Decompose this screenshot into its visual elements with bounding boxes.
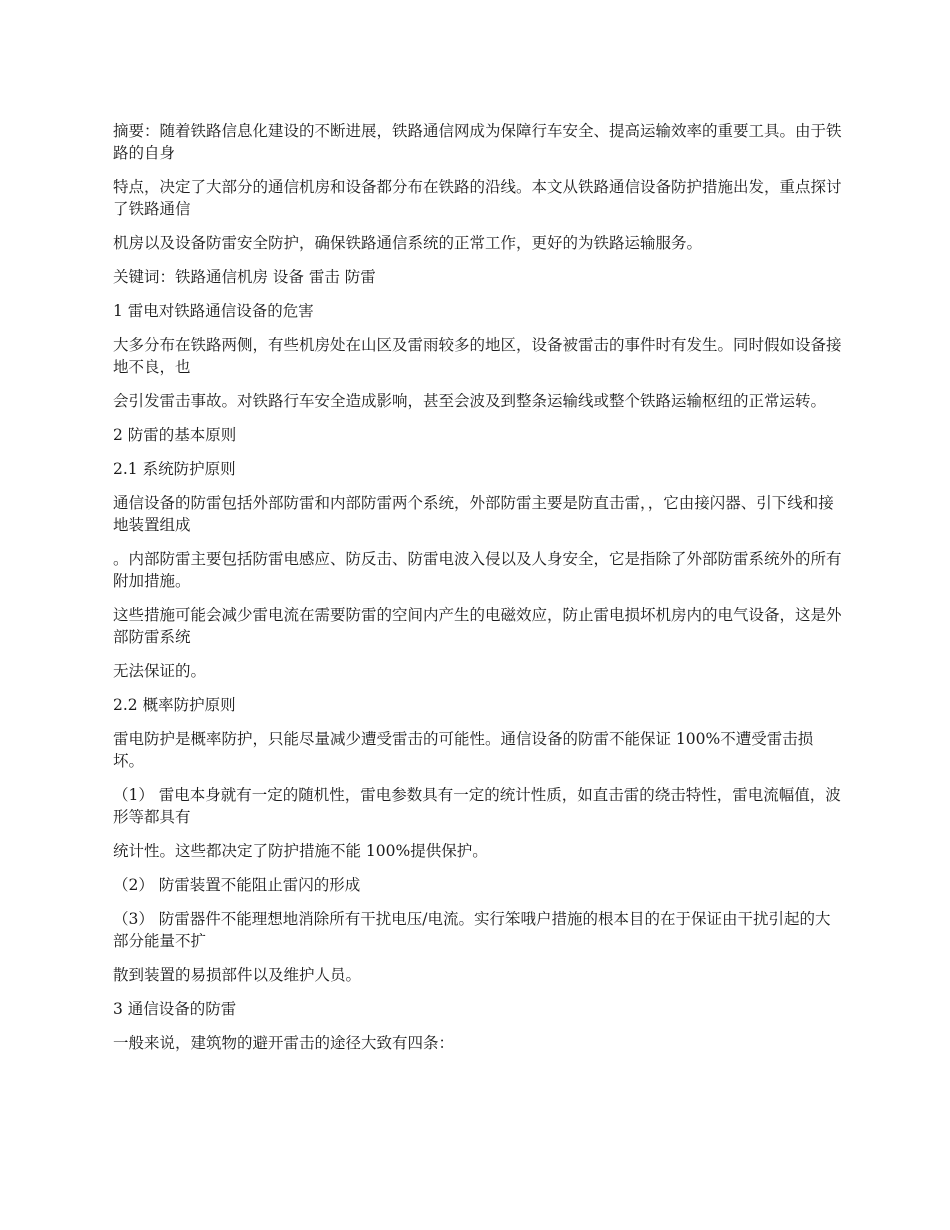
keywords-line: 关键词：铁路通信机房 设备 雷击 防雷 [113, 268, 376, 286]
section-heading: 2 防雷的基本原则 [113, 426, 237, 444]
list-item: （2） 防雷装置不能阻止雷闪的形成 [113, 876, 361, 894]
body-paragraph: 这些措施可能会减少雷电流在需要防雷的空间内产生的电磁效应，防止雷电损坏机房内的电气设备，这是外部防雷系统 [113, 606, 842, 646]
abstract-paragraph: 摘要：随着铁路信息化建设的不断进展，铁路通信网成为保障行车安全、提高运输效率的重要工具。由于铁路的自身 [113, 122, 842, 162]
body-paragraph: 统计性。这些都决定了防护措施不能 100%提供保护。 [113, 842, 488, 860]
body-paragraph: 大多分布在铁路两侧，有些机房处在山区及雷雨较多的地区，设备被雷击的事件时有发生。同时假如设备接地不良，也 [113, 336, 842, 376]
subsection-heading: 2.1 系统防护原则 [113, 460, 236, 478]
body-paragraph: 散到装置的易损部件以及维护人员。 [113, 966, 362, 984]
list-item: （1） 雷电本身就有一定的随机性，雷电参数具有一定的统计性质，如直击雷的绕击特性，雷电流幅值，波形等都具有 [113, 786, 841, 826]
subsection-heading: 2.2 概率防护原则 [113, 696, 236, 714]
body-paragraph: 一般来说，建筑物的避开雷击的途径大致有四条： [113, 1034, 455, 1052]
section-heading: 1 雷电对铁路通信设备的危害 [113, 302, 314, 320]
body-paragraph: 。内部防雷主要包括防雷电感应、防反击、防雷电波入侵以及人身安全，它是指除了外部防雷系统外的所有附加措施。 [113, 550, 842, 590]
body-paragraph: 通信设备的防雷包括外部防雷和内部防雷两个系统，外部防雷主要是防直击雷，，它由接闪器、引下线和接地装置组成 [113, 494, 834, 534]
abstract-paragraph: 机房以及设备防雷安全防护，确保铁路通信系统的正常工作，更好的为铁路运输服务。 [113, 234, 703, 252]
section-heading: 3 通信设备的防雷 [113, 1000, 237, 1018]
document-body [113, 120, 843, 1066]
list-item: （3） 防雷器件不能理想地消除所有干扰电压/电流。实行笨哦户措施的根本目的在于保证由干扰引起的大部分能量不扩 [113, 910, 831, 950]
abstract-paragraph: 特点，决定了大部分的通信机房和设备都分布在铁路的沿线。本文从铁路通信设备防护措施出发，重点探讨了铁路通信 [113, 178, 842, 218]
body-paragraph: 会引发雷击事故。对铁路行车安全造成影响，甚至会波及到整条运输线或整个铁路运输枢纽的正常运转。 [113, 392, 827, 410]
body-paragraph: 雷电防护是概率防护，只能尽量减少遭受雷击的可能性。通信设备的防雷不能保证 100%不遭受雷击损坏。 [113, 730, 814, 770]
body-paragraph: 无法保证的。 [113, 662, 207, 680]
